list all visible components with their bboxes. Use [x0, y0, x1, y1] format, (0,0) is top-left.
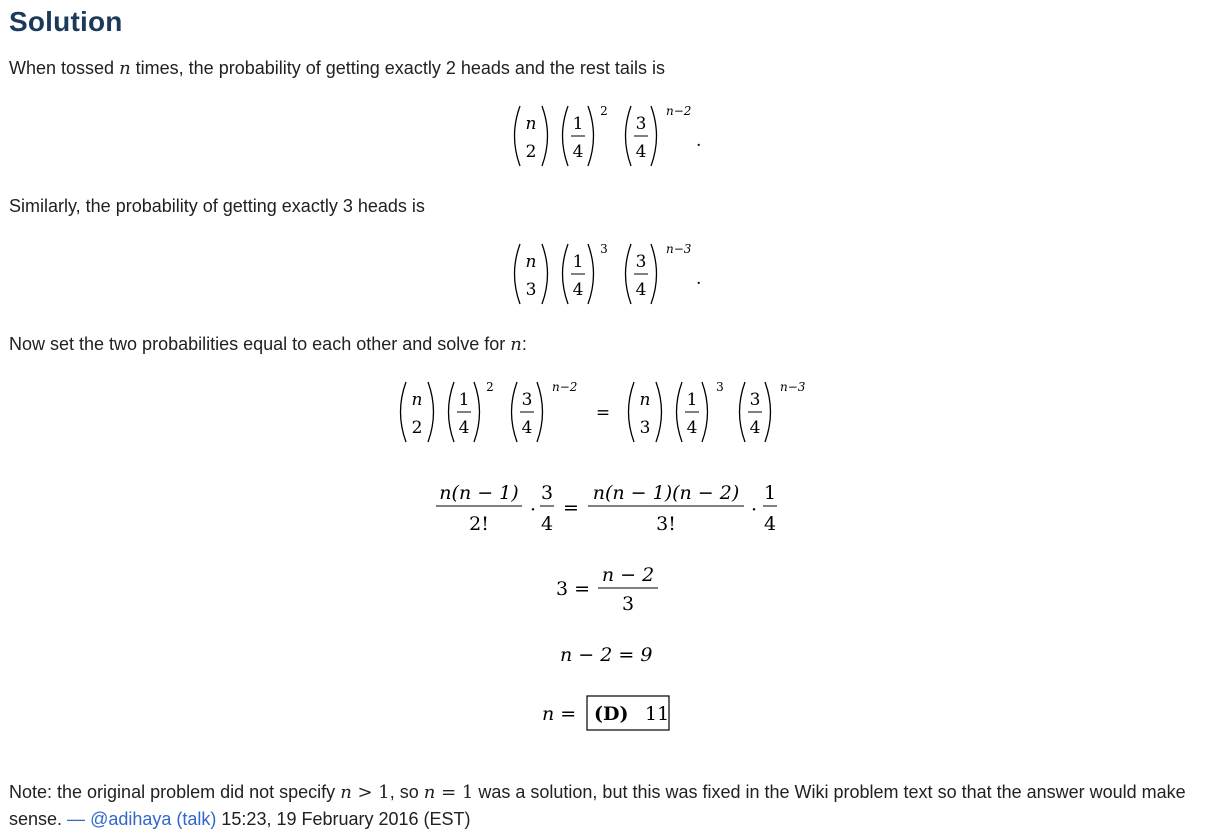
- equals-sign: =: [595, 403, 611, 423]
- binom-bottom: 2: [525, 142, 537, 162]
- paragraph-intro: [9, 55, 665, 82]
- text: times, the probability of getting exactly 2 heads and the rest tails is: [130, 58, 665, 78]
- paren-right: [656, 382, 662, 442]
- exponent: n−2: [666, 104, 692, 118]
- exponent: 2: [486, 380, 494, 394]
- paren-right: [588, 106, 594, 166]
- paren-right: [428, 382, 434, 442]
- binom-top: n: [525, 252, 537, 272]
- multiplication-dot: ·: [529, 499, 537, 521]
- text: When tossed: [9, 58, 120, 78]
- fraction-numerator: 1: [686, 390, 698, 410]
- text: :: [521, 334, 527, 354]
- fraction-numerator: 3: [749, 390, 761, 410]
- binom-bottom: 2: [411, 418, 423, 438]
- timestamp: 15:23, 19 February 2016 (EST): [216, 809, 471, 829]
- exponent: 2: [600, 104, 608, 118]
- paren-left: [449, 382, 455, 442]
- paragraph-three-heads: Similarly, the probability of getting exactly 3 heads is: [9, 196, 425, 216]
- equation-answer: [538, 694, 678, 734]
- paren-left: [626, 106, 632, 166]
- paren-right: [537, 382, 543, 442]
- paren-right: [702, 382, 708, 442]
- fraction-numerator: n(n − 1)(n − 2): [592, 482, 740, 504]
- fraction-denominator: 4: [635, 280, 647, 300]
- fraction-numerator: 3: [635, 252, 647, 272]
- text: Now set the two probabilities equal to each other and solve for: [9, 334, 511, 354]
- fraction-denominator: 4: [540, 513, 554, 535]
- binom-top: n: [411, 390, 423, 410]
- binom-top: n: [639, 390, 651, 410]
- equation-two-heads: [510, 98, 730, 178]
- paren-right: [765, 382, 771, 442]
- section-heading: Solution: [9, 6, 123, 37]
- math-expression: = 1: [435, 782, 474, 803]
- paren-right: [651, 106, 657, 166]
- fraction-denominator: 4: [458, 418, 470, 438]
- paren-right: [542, 106, 548, 166]
- exponent: n−3: [666, 242, 692, 256]
- equation-simplified: [552, 560, 672, 620]
- fraction-denominator: 4: [763, 513, 777, 535]
- note-paragraph: [9, 779, 1204, 832]
- fraction-numerator: 1: [458, 390, 470, 410]
- fraction-denominator: 4: [572, 142, 584, 162]
- fraction-denominator: 3: [621, 593, 635, 615]
- signature-dash: —: [67, 809, 91, 829]
- paren-left: [563, 244, 569, 304]
- paren-right: [588, 244, 594, 304]
- fraction-denominator: 3!: [656, 513, 676, 535]
- talk-link[interactable]: talk: [182, 809, 211, 829]
- text: , so: [389, 782, 424, 802]
- paren-left: [515, 244, 521, 304]
- paren-text: ): [210, 809, 217, 829]
- math-variable: n: [423, 782, 436, 803]
- paren-left: [515, 106, 521, 166]
- equation-three-heads: [510, 236, 730, 316]
- binom-top: n: [525, 114, 537, 134]
- paren-right: [474, 382, 480, 442]
- paren-left: [563, 106, 569, 166]
- text: Note: the original problem did not specify: [9, 782, 341, 802]
- fraction-denominator: 4: [686, 418, 698, 438]
- period: .: [696, 269, 702, 289]
- math-expression: > 1: [351, 782, 390, 803]
- exponent: 3: [716, 380, 724, 394]
- equation-expanded: [430, 478, 790, 538]
- fraction-numerator: 3: [635, 114, 647, 134]
- exponent: 3: [600, 242, 608, 256]
- text: was a solution, but this was fixed in the Wiki problem text so that the answer would make sense.: [9, 782, 1186, 829]
- equation-lhs: n =: [542, 703, 577, 725]
- fraction-numerator: 1: [572, 252, 584, 272]
- fraction-denominator: 4: [749, 418, 761, 438]
- paren-left: [677, 382, 683, 442]
- equation-linear: [556, 640, 676, 670]
- math-variable: n: [510, 334, 522, 355]
- fraction-denominator: 2!: [469, 513, 489, 535]
- equation-lhs: 3 =: [556, 578, 591, 600]
- paren-left: [401, 382, 407, 442]
- fraction-denominator: 4: [572, 280, 584, 300]
- paren-left: [512, 382, 518, 442]
- math-variable: n: [119, 58, 131, 79]
- equals-sign: =: [563, 497, 579, 519]
- paren-right: [542, 244, 548, 304]
- exponent: n−2: [552, 380, 578, 394]
- fraction-numerator: 3: [521, 390, 533, 410]
- fraction-numerator: 1: [572, 114, 584, 134]
- exponent: n−3: [780, 380, 806, 394]
- user-link[interactable]: @adihaya: [90, 809, 172, 829]
- fraction-numerator: 3: [540, 482, 554, 504]
- paren-left: [629, 382, 635, 442]
- fraction-numerator: n − 2: [601, 564, 655, 586]
- multiplication-dot: ·: [750, 499, 758, 521]
- equation-text: n − 2 = 9: [560, 644, 653, 666]
- paren-right: [651, 244, 657, 304]
- binom-bottom: 3: [639, 418, 651, 438]
- fraction-denominator: 4: [635, 142, 647, 162]
- fraction-numerator: n(n − 1): [439, 482, 519, 504]
- answer-choice: (D): [594, 703, 629, 725]
- answer-value: 11: [645, 703, 670, 725]
- fraction-denominator: 4: [521, 418, 533, 438]
- paren-left: [626, 244, 632, 304]
- paren-text: (: [171, 809, 183, 829]
- fraction-numerator: 1: [763, 482, 777, 504]
- paren-left: [740, 382, 746, 442]
- period: .: [696, 131, 702, 151]
- paragraph-set-equal: [9, 331, 527, 358]
- math-variable: n: [340, 782, 352, 803]
- equation-set-equal: [396, 374, 826, 454]
- binom-bottom: 3: [525, 280, 537, 300]
